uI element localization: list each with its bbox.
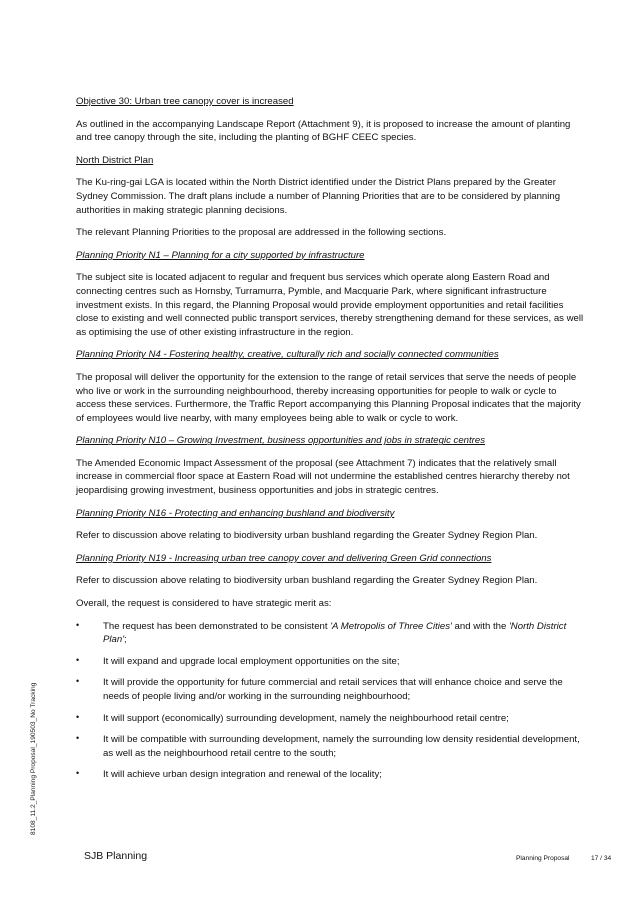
bullet-icon: • bbox=[76, 619, 80, 630]
footer-page-number: 17 / 34 bbox=[591, 855, 612, 862]
bullet-text: It will provide the opportunity for future commercial and retail services that will enhance choice and serve the needs of people living and/or working in the surrounding neighbourhood; bbox=[103, 677, 563, 702]
priority-n4-paragraph: The proposal will deliver the opportunity for the extension to the range of retail services that serve the needs of people who live or work in the surrounding neighbourhood, thereby increasing opportunities for people to walk or cycle to access these services. Furthermore, the Traffic Report accompanying this Planning Proposal indicates that the majority of employees would live nearby, with many employees being able to walk or cycle to work. bbox=[76, 371, 581, 424]
list-item bbox=[76, 712, 586, 726]
metropolis-title: 'A Metropolis of Three Cities' bbox=[330, 620, 452, 632]
north-district-heading: North District Plan bbox=[76, 154, 154, 166]
list-item bbox=[76, 655, 586, 669]
document-body bbox=[76, 95, 586, 790]
priority-n1-heading: Planning Priority N1 – Planning for a city supported by infrastructure bbox=[76, 249, 365, 261]
list-item bbox=[76, 676, 586, 703]
file-reference-note: 8108_11.2_Planning Proposal_190503_No Tracking bbox=[30, 682, 37, 835]
bullet-icon: • bbox=[76, 654, 80, 665]
north-district-paragraph: The Ku-ring-gai LGA is located within the North District identified under the District Plans prepared by the Greater Sydney Commission. The draft plans include a number of Planning Priorities that are to be considered by planning authorities in making strategic planning decisions. bbox=[76, 177, 561, 216]
bullet-icon: • bbox=[76, 733, 80, 744]
strategic-merit-list bbox=[76, 620, 586, 782]
bullet-icon: • bbox=[76, 711, 80, 722]
side-note-container bbox=[30, 675, 42, 835]
objective-30-paragraph: As outlined in the accompanying Landscape Report (Attachment 9), it is proposed to increase the amount of planting and tree canopy through the site, including the planting of BGHF CEEC species. bbox=[76, 118, 571, 144]
north-district-intro: The relevant Planning Priorities to the proposal are addressed in the following sections. bbox=[76, 227, 447, 239]
bullet-text: and with the bbox=[451, 620, 509, 632]
priority-n4-heading: Planning Priority N4 - Fostering healthy, creative, culturally rich and socially connected communities bbox=[76, 349, 499, 361]
bullet-icon: • bbox=[76, 676, 80, 687]
priority-n16-paragraph: Refer to discussion above relating to biodiversity urban bushland regarding the Greater Sydney Region Plan. bbox=[76, 530, 538, 542]
list-item bbox=[76, 620, 586, 647]
bullet-text: It will be compatible with surrounding development, namely the surrounding low density residential development, as well as the neighbourhood retail centre to the south; bbox=[103, 734, 580, 759]
bullet-text: It will support (economically) surrounding development, namely the neighbourhood retail centre; bbox=[103, 712, 509, 724]
priority-n1-paragraph: The subject site is located adjacent to regular and frequent bus services which operate along Eastern Road and connecting centres such as Hornsby, Turramurra, Pymble, and Macquarie Park, where significant infrastructure investment exists. In this regard, the Planning Proposal would provide employment opportunities and retail facilities close to existing and well connected public transport services, thereby strengthening demand for these services, as well as optimising the use of other existing infrastructure in the region. bbox=[76, 272, 584, 338]
bullet-text: ; bbox=[124, 634, 127, 646]
priority-n10-paragraph: The Amended Economic Impact Assessment of the proposal (see Attachment 7) indicates that the relatively small increase in commercial floor space at Eastern Road will not undermine the established centres hierarchy thereby not jeopardising growing investment, business opportunities and jobs in strategic centres. bbox=[76, 457, 570, 497]
bullet-text: It will achieve urban design integration and renewal of the locality; bbox=[103, 769, 382, 781]
footer-doc-title: Planning Proposal bbox=[516, 855, 570, 862]
list-item bbox=[76, 768, 586, 782]
bullet-icon: • bbox=[76, 768, 80, 779]
objective-30-heading: Objective 30: Urban tree canopy cover is increased bbox=[76, 96, 294, 107]
bullet-text: It will expand and upgrade local employment opportunities on the site; bbox=[103, 655, 400, 667]
priority-n19-heading: Planning Priority N19 - Increasing urban tree canopy cover and delivering Green Grid connections bbox=[76, 552, 492, 564]
priority-n16-heading: Planning Priority N16 - Protecting and enhancing bushland and biodiversity bbox=[76, 507, 395, 519]
strategic-merit-intro: Overall, the request is considered to have strategic merit as: bbox=[76, 598, 332, 610]
priority-n10-heading: Planning Priority N10 – Growing Investment, business opportunities and jobs in strategic centres bbox=[76, 435, 486, 447]
footer-company: SJB Planning bbox=[84, 850, 148, 862]
list-item bbox=[76, 733, 586, 760]
priority-n19-paragraph: Refer to discussion above relating to biodiversity urban bushland regarding the Greater Sydney Region Plan. bbox=[76, 575, 538, 587]
bullet-text: The request has been demonstrated to be consistent bbox=[103, 620, 331, 632]
district-plan-title: 'North District Plan' bbox=[103, 620, 567, 646]
